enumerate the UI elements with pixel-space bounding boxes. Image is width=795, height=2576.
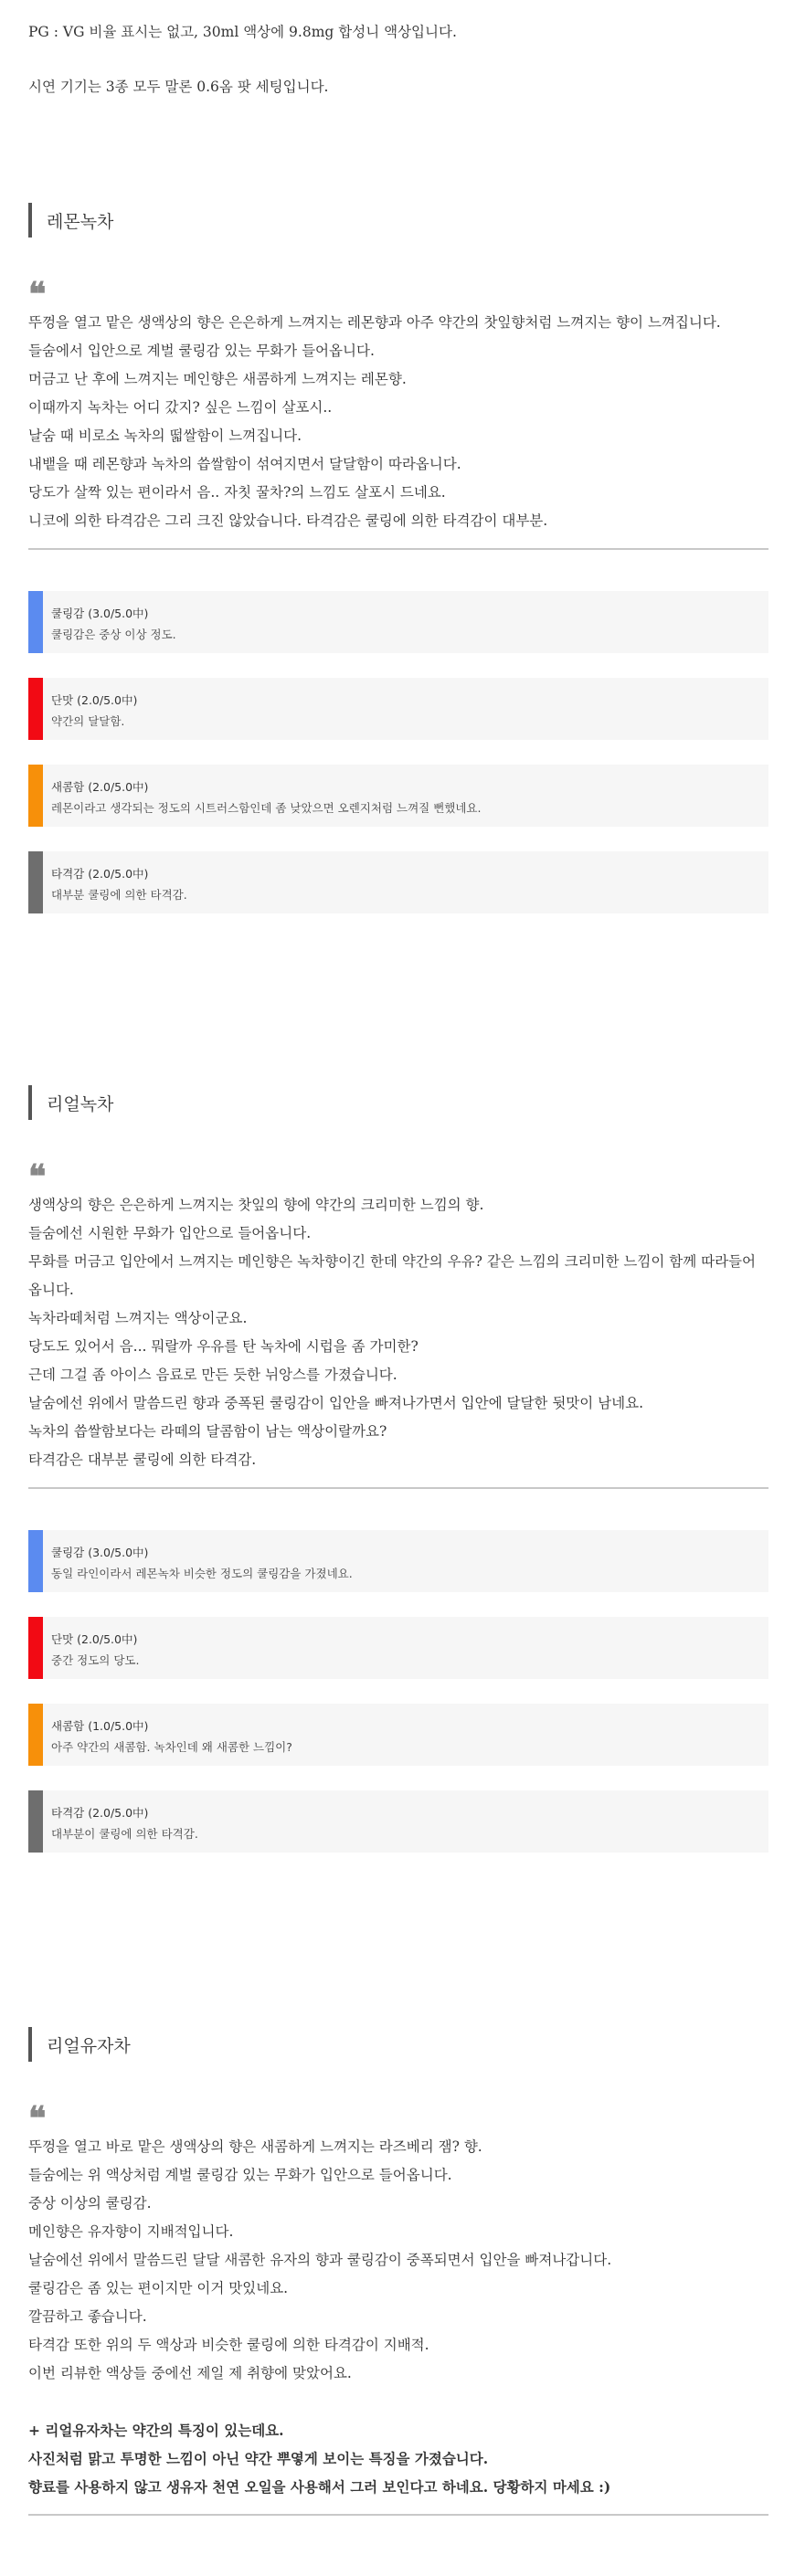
blank-line [28,2388,768,2416]
rating-description: 대부분 쿨링에 의한 타격감. [51,888,187,902]
rating-card [28,1704,768,1766]
review-line: 뚜껑을 열고 바로 맡은 생액상의 향은 새콤하게 느껴지는 라즈베리 잼? 향. [28,2138,482,2155]
review-line: 생액상의 향은 은은하게 느껴지는 찻잎의 향에 약간의 크리미한 느낌의 향. [28,1197,484,1213]
review-line: 들숨에선 시원한 무화가 입안으로 들어옵니다. [28,1225,312,1241]
review-line: 날숨에선 위에서 말씀드린 달달 새콤한 유자의 향과 쿨링감이 중폭되면서 입안을 빠져나갑니다. [28,2252,612,2268]
rating-list [28,1530,768,1853]
review-line: 니코에 의한 타격감은 그리 크진 않았습니다. 타격감은 쿨링에 의한 타격감이 대부분. [28,512,548,529]
section-divider [28,1487,768,1489]
rating-color-bar [28,591,43,653]
review-line: 쿨링감은 좀 있는 편이지만 이거 맛있네요. [28,2280,289,2296]
rating-title: 단맛 (2.0/5.0中) [51,1632,138,1646]
review-line: 내뱉을 때 레몬향과 녹차의 씁쌀함이 섞여지면서 달달함이 따라옵니다. [28,456,461,472]
review-line: 향료를 사용하지 않고 생유자 천연 오일을 사용해서 그러 보인다고 하네요. 당황하지 마세요 :) [28,2478,611,2496]
rating-card [28,1617,768,1679]
intro [28,20,768,130]
review-line: 당도가 살짝 있는 편이라서 음.. 자칫 꿀차?의 느낌도 살포시 드네요. [28,484,446,501]
review-line: + 리얼유자차는 약간의 특징이 있는데요. [28,2422,284,2439]
rating-description: 아주 약간의 새콤함. 녹차인데 왜 새콤한 느낌이? [51,1740,292,1754]
quote-icon: ❝ [28,275,47,313]
rating-list [28,591,768,913]
intro-line: PG : VG 비율 표시는 없고, 30ml 액상에 9.8mg 합성니 액상입니다. [28,24,457,40]
rating-color-bar [28,765,43,827]
rating-title: 타격감 (2.0/5.0中) [51,867,149,881]
rating-title: 새콤함 (2.0/5.0中) [51,780,149,794]
section-divider [28,548,768,550]
review-text [28,2133,768,2501]
rating-color-bar [28,1617,43,1679]
rating-card [28,591,768,653]
rating-description: 동일 라인이라서 레몬녹차 비슷한 정도의 쿨링감을 가졌네요. [51,1567,353,1580]
rating-description: 약간의 달달함. [51,714,125,728]
quote-icon: ❝ [28,2099,47,2138]
rating-color-bar [28,678,43,740]
review-line: 날숨에선 위에서 말씀드린 향과 중폭된 쿨링감이 입안을 빠져나가면서 입안에 달달한 뒷맛이 남네요. [28,1395,644,1411]
rating-title: 쿨링감 (3.0/5.0中) [51,607,149,620]
review-line: 들숨에서 입안으로 계벌 쿨링감 있는 무화가 들어옵니다. [28,343,375,359]
review-section-lemon-green-tea [28,203,768,938]
review-line: 뚜껑을 열고 맡은 생액상의 향은 은은하게 느껴지는 레몬향과 아주 약간의 찻잎향처럼 느껴지는 향이 느껴집니다. [28,314,721,331]
rating-description: 레몬이라고 생각되는 정도의 시트러스함인데 좀 낮았으면 오렌지처럼 느껴질 뻔했네요. [51,801,482,815]
review-line: 사진처럼 맑고 투명한 느낌이 아닌 약간 뿌옇게 보이는 특징을 가졌습니다. [28,2450,489,2467]
rating-title: 타격감 (2.0/5.0中) [51,1806,149,1820]
rating-title: 새콤함 (1.0/5.0中) [51,1719,149,1733]
review-line: 이번 리뷰한 액상들 중에선 제일 제 취향에 맞았어요. [28,2365,352,2381]
review-line: 타격감은 대부분 쿨링에 의한 타격감. [28,1452,257,1468]
review-line: 깔끔하고 좋습니다. [28,2308,147,2325]
rating-card [28,851,768,913]
intro-line: 시연 기기는 3종 모두 말론 0.6옴 팟 세팅입니다. [28,79,329,95]
review-line: 당도도 있어서 음... 뭐랄까 우유를 탄 녹차에 시럽을 좀 가미한? [28,1338,419,1355]
rating-title: 단맛 (2.0/5.0中) [51,693,138,707]
review-line: 녹차라떼처럼 느껴지는 액상이군요. [28,1310,248,1326]
review-line: 근데 그걸 좀 아이스 음료로 만든 듯한 뉘앙스를 가졌습니다. [28,1367,398,1383]
review-section-real-yuja-tea [28,2027,768,2516]
rating-card [28,1790,768,1853]
rating-color-bar [28,1704,43,1766]
review-line: 이때까지 녹차는 어디 갔지? 싶은 느낌이 살포시.. [28,399,333,416]
rating-description: 대부분이 쿨링에 의한 타격감. [51,1827,198,1841]
section-divider [28,2514,768,2516]
rating-card [28,765,768,827]
review-text [28,309,768,535]
review-line: 녹차의 씁쌀함보다는 라떼의 달콤함이 남는 액상이랄까요? [28,1423,387,1440]
quote-icon: ❝ [28,1157,47,1196]
review-line: 머금고 난 후에 느껴지는 메인향은 새콤하게 느껴지는 레몬향. [28,371,407,387]
review-line: 타격감 또한 위의 두 액상과 비슷한 쿨링에 의한 타격감이 지배적. [28,2337,429,2353]
review-line: 날숨 때 비로소 녹차의 떫쌀함이 느껴집니다. [28,428,302,444]
rating-color-bar [28,1790,43,1853]
section-title: 리얼녹차 [28,1085,768,1120]
rating-description: 쿨링감은 중상 이상 정도. [51,628,176,641]
rating-title: 쿨링감 (3.0/5.0中) [51,1546,149,1559]
review-line: 무화를 머금고 입안에서 느껴지는 메인향은 녹차향이긴 한데 약간의 우유? 같은 느낌의 크리미한 느낌이 함께 따라들어옵니다. [28,1253,756,1298]
rating-color-bar [28,1530,43,1592]
rating-description: 중간 정도의 당도. [51,1653,140,1667]
section-title: 리얼유자차 [28,2027,768,2062]
rating-card [28,1530,768,1592]
review-line: 들숨에는 위 액상처럼 계벌 쿨링감 있는 무화가 입안으로 들어옵니다. [28,2167,452,2183]
review-text [28,1191,768,1474]
section-title: 레몬녹차 [28,203,768,238]
review-line: 메인향은 유자향이 지배적입니다. [28,2223,234,2240]
review-line: 중상 이상의 쿨링감. [28,2195,152,2212]
rating-card [28,678,768,740]
review-section-real-green-tea [28,1085,768,1877]
rating-color-bar [28,851,43,913]
